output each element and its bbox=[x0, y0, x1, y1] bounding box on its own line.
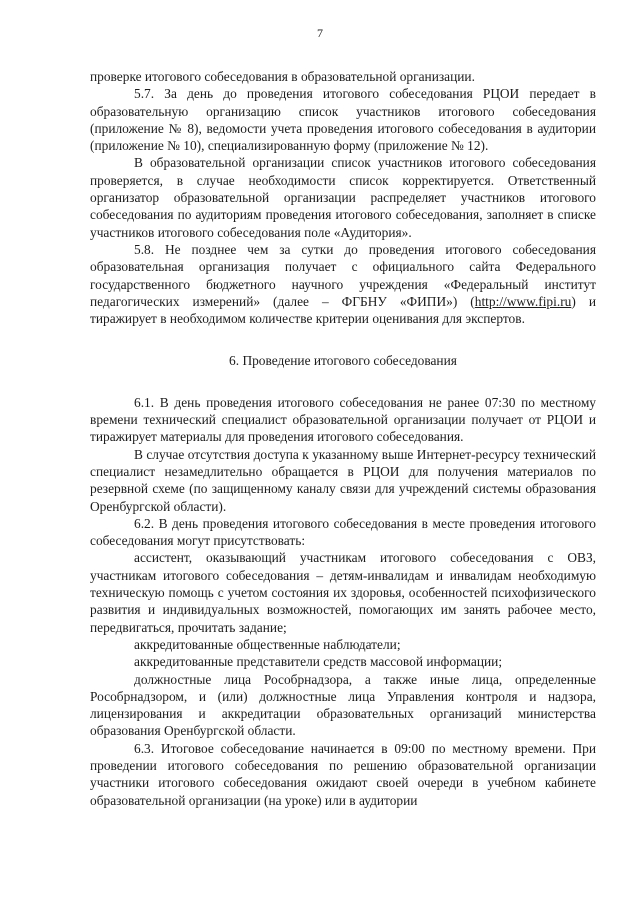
paragraph-no-access: В случае отсутствия доступа к указанному выше Интернет-ресурсу технический специалист незамедлительно обращается в РЦОИ для получения материалов по резервной схеме (по защищенному каналу связи для учреждений системы образования Оренбургской области). bbox=[90, 446, 596, 514]
list-item-officials: должностные лица Рособрнадзора, а также иные лица, определенные Рособрнадзором, и (или) должностные лица Управления контроля и надзора, лицензирования и аккредитации образовательных организаций министерства образования Оренбургской области. bbox=[90, 671, 596, 739]
section-heading: 6. Проведение итогового собеседования bbox=[229, 353, 457, 369]
list-item-media: аккредитованные представители средств массовой информации; bbox=[134, 654, 503, 670]
paragraph-continuation: проверке итогового собеседования в образовательной организации. bbox=[90, 69, 475, 84]
page-number: 7 bbox=[317, 26, 323, 40]
paragraph-5-8-text-end: ) и тиражирует в необходимом количестве критерии оценивания для экспертов. bbox=[90, 293, 596, 327]
list-item-observers: аккредитованные общественные наблюдатели; bbox=[134, 636, 401, 652]
paragraph-6-3: 6.3. Итоговое собеседование начинается в 09:00 по местному времени. При проведении итогового собеседования по решению образовательной организации участники итогового собеседования ожидают своей очереди в учебном кабинете образовательной организации (на уроке) или в аудитории bbox=[90, 740, 596, 808]
document-body bbox=[90, 68, 596, 809]
list-item-assistant: ассистент, оказывающий участникам итогового собеседования с ОВЗ, участникам итогового собеседования – детям-инвалидам и инвалидам необходимую техническую помощь с учетом состояния их здоровья, особенностей психофизического развития и индивидуальных возможностей, помогающих им занять рабочее место, передвигаться, прочитать задание; bbox=[90, 550, 596, 635]
paragraph-5-8-text: 5.8. Не позднее чем за сутки до проведения итогового собеседования образовательная организация получает с официального сайта Федерального государственного бюджетного научного учреждения «Федеральный институт педагогических измерений» (далее – ФГБНУ «ФИПИ») ( bbox=[90, 241, 596, 309]
fipi-link[interactable]: http://www.fipi.ru bbox=[474, 293, 572, 309]
paragraph-5-7: 5.7. За день до проведения итогового собеседования РЦОИ передает в образовательную организацию список участников итогового собеседования (приложение № 8), ведомости учета проведения итогового собеседования в аудитории (приложение № 10), специализированную форму (приложение № 12). bbox=[90, 86, 596, 154]
paragraph-6-1: 6.1. В день проведения итогового собеседования не ранее 07:30 по местному времени технический специалист образовательной организации получает от РЦОИ и тиражирует материалы для проведения итогового собеседования. bbox=[90, 394, 596, 445]
paragraph-participants-check: В образовательной организации список участников итогового собеседования проверяется, в случае необходимости список корректируется. Ответственный организатор образовательной организации распределяет участников итогового собеседования по аудиториям проведения итогового собеседования, заполняет в списке участников итогового собеседования поле «Аудитория». bbox=[90, 155, 596, 240]
paragraph-5-8 bbox=[90, 241, 596, 327]
paragraph-6-2: 6.2. В день проведения итогового собеседования в месте проведения итогового собеседования могут присутствовать: bbox=[90, 515, 596, 549]
